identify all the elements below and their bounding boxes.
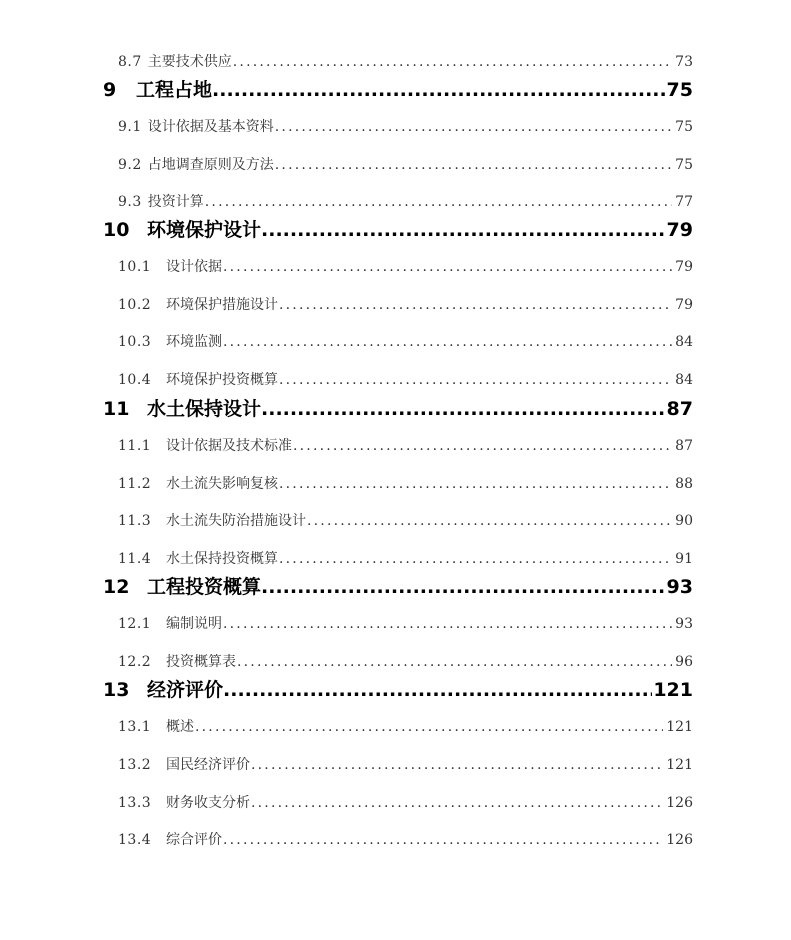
toc-entry-number: 10.4 bbox=[118, 372, 152, 388]
toc-entry-title: 环境保护措施设计 bbox=[166, 297, 278, 313]
toc-entry-13-2[interactable] bbox=[118, 754, 693, 774]
toc-entry-page: 121 bbox=[666, 757, 693, 773]
toc-chapter-number: 10 bbox=[103, 219, 130, 241]
toc-entry-page: 73 bbox=[675, 54, 693, 70]
toc-entry-title: 国民经济评价 bbox=[166, 757, 250, 773]
toc-chapter-10[interactable] bbox=[103, 215, 693, 242]
toc-entry-title: 设计依据及技术标准 bbox=[166, 438, 292, 454]
toc-entry-page: 126 bbox=[666, 832, 693, 848]
toc-chapter-number: 9 bbox=[103, 79, 117, 101]
toc-chapter-page: 79 bbox=[666, 219, 693, 241]
toc-entry-number: 13.4 bbox=[118, 832, 152, 848]
toc-entry-number: 13.2 bbox=[118, 757, 152, 773]
dot-leader bbox=[279, 372, 672, 388]
toc-chapter-page: 75 bbox=[666, 79, 693, 101]
toc-entry-page: 79 bbox=[675, 259, 693, 275]
toc-chapter-number: 13 bbox=[103, 679, 130, 701]
dot-leader bbox=[223, 679, 652, 701]
dot-leader bbox=[223, 334, 672, 350]
toc-entry-9-1[interactable] bbox=[118, 116, 693, 136]
toc-chapter-number: 12 bbox=[103, 576, 130, 598]
toc-entry-page: 79 bbox=[675, 297, 693, 313]
toc-entry-10-2[interactable] bbox=[118, 294, 693, 314]
toc-chapter-title: 工程投资概算 bbox=[147, 576, 262, 598]
dot-leader bbox=[293, 438, 672, 454]
toc-entry-9-3[interactable] bbox=[118, 191, 693, 211]
toc-entry-title: 环境保护投资概算 bbox=[166, 372, 278, 388]
dot-leader bbox=[195, 719, 663, 735]
toc-entry-page: 90 bbox=[675, 513, 693, 529]
toc-entry-title: 环境监测 bbox=[166, 334, 222, 350]
toc-entry-page: 84 bbox=[675, 372, 693, 388]
toc-entry-page: 75 bbox=[675, 119, 693, 135]
dot-leader bbox=[261, 576, 666, 598]
toc-entry-number: 13.1 bbox=[118, 719, 152, 735]
toc-entry-page: 121 bbox=[666, 719, 693, 735]
toc-entry-number: 10.2 bbox=[118, 297, 152, 313]
toc-entry-number: 10.1 bbox=[118, 259, 152, 275]
toc-entry-title: 投资概算表 bbox=[166, 654, 236, 670]
toc-entry-11-2[interactable] bbox=[118, 473, 693, 493]
toc-entry-page: 87 bbox=[675, 438, 693, 454]
toc-entry-11-1[interactable] bbox=[118, 435, 693, 455]
toc-entry-number: 12.1 bbox=[118, 616, 152, 632]
toc-entry-number: 12.2 bbox=[118, 654, 152, 670]
toc-chapter-page: 93 bbox=[666, 576, 693, 598]
toc-entry-title: 主要技术供应 bbox=[147, 54, 232, 70]
toc-entry-title: 设计依据及基本资料 bbox=[147, 119, 274, 135]
dot-leader bbox=[261, 398, 666, 420]
dot-leader bbox=[275, 119, 672, 135]
toc-entry-title: 水土流失影响复核 bbox=[166, 476, 278, 492]
toc-entry-title: 综合评价 bbox=[166, 832, 222, 848]
toc-entry-12-1[interactable] bbox=[118, 613, 693, 633]
toc-entry-page: 96 bbox=[675, 654, 693, 670]
toc-entry-11-3[interactable] bbox=[118, 510, 693, 530]
toc-entry-number: 9.3 bbox=[118, 194, 142, 210]
toc-entry-number: 11.4 bbox=[118, 551, 152, 567]
toc-entry-page: 75 bbox=[675, 157, 693, 173]
toc-entry-page: 126 bbox=[666, 795, 693, 811]
dot-leader bbox=[279, 476, 672, 492]
toc-entry-11-4[interactable] bbox=[118, 548, 693, 568]
toc-entry-13-3[interactable] bbox=[118, 792, 693, 812]
toc-entry-number: 11.2 bbox=[118, 476, 152, 492]
toc-entry-title: 概述 bbox=[166, 719, 194, 735]
dot-leader bbox=[223, 616, 672, 632]
toc-entry-number: 11.1 bbox=[118, 438, 152, 454]
toc-chapter-title: 工程占地 bbox=[136, 79, 213, 101]
toc-entry-10-3[interactable] bbox=[118, 331, 693, 351]
dot-leader bbox=[212, 79, 666, 101]
toc-chapter-number: 11 bbox=[103, 398, 130, 420]
toc-entry-number: 13.3 bbox=[118, 795, 152, 811]
dot-leader bbox=[275, 157, 672, 173]
toc-entry-number: 10.3 bbox=[118, 334, 152, 350]
dot-leader bbox=[223, 259, 672, 275]
toc-entry-title: 水土保持投资概算 bbox=[166, 551, 278, 567]
toc-entry-10-4[interactable] bbox=[118, 369, 693, 389]
dot-leader bbox=[279, 551, 672, 567]
dot-leader bbox=[233, 54, 672, 70]
toc-entry-page: 88 bbox=[675, 476, 693, 492]
toc-entry-title: 占地调查原则及方法 bbox=[147, 157, 274, 173]
toc-entry-page: 93 bbox=[675, 616, 693, 632]
toc-entry-title: 编制说明 bbox=[166, 616, 222, 632]
toc-entry-8-7[interactable] bbox=[118, 51, 693, 71]
toc-entry-title: 设计依据 bbox=[166, 259, 222, 275]
toc-entry-10-1[interactable] bbox=[118, 256, 693, 276]
toc-entry-number: 9.2 bbox=[118, 157, 142, 173]
toc-entry-title: 水土流失防治措施设计 bbox=[166, 513, 306, 529]
toc-chapter-title: 水土保持设计 bbox=[147, 398, 262, 420]
toc-chapter-13[interactable] bbox=[103, 675, 693, 702]
dot-leader bbox=[251, 757, 663, 773]
toc-entry-number: 9.1 bbox=[118, 119, 142, 135]
dot-leader bbox=[205, 194, 672, 210]
dot-leader bbox=[307, 513, 672, 529]
toc-entry-12-2[interactable] bbox=[118, 651, 693, 671]
toc-entry-13-4[interactable] bbox=[118, 829, 693, 849]
toc-chapter-9[interactable] bbox=[103, 75, 693, 102]
toc-chapter-page: 87 bbox=[666, 398, 693, 420]
toc-entry-number: 11.3 bbox=[118, 513, 152, 529]
toc-entry-page: 91 bbox=[675, 551, 693, 567]
toc-chapter-title: 环境保护设计 bbox=[147, 219, 262, 241]
toc-entry-title: 投资计算 bbox=[147, 194, 204, 210]
dot-leader bbox=[251, 795, 663, 811]
toc-entry-number: 8.7 bbox=[118, 54, 142, 70]
toc-entry-page: 77 bbox=[675, 194, 693, 210]
dot-leader bbox=[279, 297, 672, 313]
toc-chapter-page: 121 bbox=[653, 679, 693, 701]
toc-entry-page: 84 bbox=[675, 334, 693, 350]
toc-chapter-12[interactable] bbox=[103, 572, 693, 599]
toc-entry-13-1[interactable] bbox=[118, 716, 693, 736]
dot-leader bbox=[223, 832, 663, 848]
dot-leader bbox=[237, 654, 672, 670]
toc-entry-title: 财务收支分析 bbox=[166, 795, 250, 811]
dot-leader bbox=[261, 219, 666, 241]
toc-chapter-title: 经济评价 bbox=[147, 679, 224, 701]
toc-entry-9-2[interactable] bbox=[118, 154, 693, 174]
toc-chapter-11[interactable] bbox=[103, 394, 693, 421]
